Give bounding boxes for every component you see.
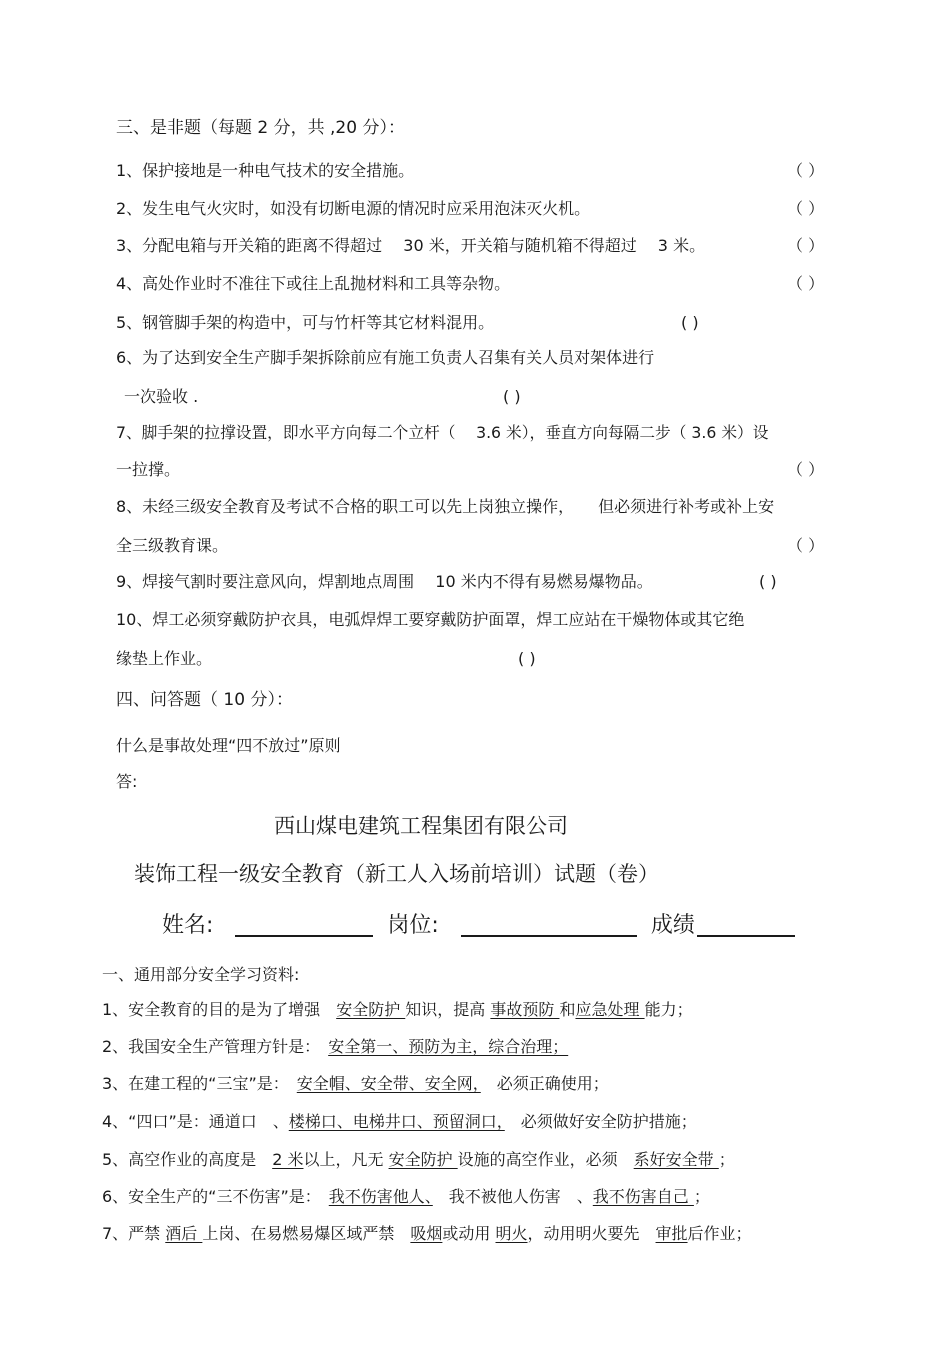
question-10-line-1: 10、焊工必须穿戴防护衣具，电弧焊焊工要穿戴防护面罩，焊工应站在干燥物体或其它绝 (116, 610, 745, 629)
answer-paren-5[interactable]: ( ) (681, 313, 699, 332)
question-4: 4、高处作业时不准往下或往上乱抛材料和工具等杂物。 (116, 274, 511, 293)
answer-paren-9[interactable]: ( ) (759, 572, 777, 591)
post-label: 岗位: (387, 913, 439, 938)
answer-paren-2[interactable]: （ ） (787, 199, 825, 218)
company-name: 西山煤电建筑工程集团有限公司 (274, 814, 568, 838)
question-5: 5、钢管脚手架的构造中，可与竹杆等其它材料混用。 (116, 313, 495, 332)
section-4-title: 四、问答题（ 10 分）： (116, 690, 293, 710)
question-1: 1、保护接地是一种电气技术的安全措施。 (116, 161, 415, 180)
blank-answer: 酒后 (165, 1224, 203, 1243)
answer-label: 答: (116, 772, 138, 791)
blank-answer: 明火 (495, 1224, 528, 1243)
answer-paren-1[interactable]: （ ） (787, 161, 825, 180)
exam-title: 装饰工程一级安全教育（新工人入场前培训）试题（卷） (134, 862, 659, 886)
post-field[interactable] (461, 915, 637, 937)
blank-answer: 安全帽、安全带、安全网， (296, 1074, 481, 1093)
question-2: 2、发生电气火灾时，如没有切断电源的情况时应采用泡沫灭火机。 (116, 199, 591, 218)
question-7-line-2: 一拉撑。 (116, 460, 181, 479)
answer-paren-7[interactable]: （ ） (787, 460, 825, 479)
answer-paren-6[interactable]: ( ) (503, 387, 521, 406)
candidate-info-row (162, 911, 809, 941)
question-9: 9、焊接气割时要注意风向，焊割地点周围 10 米内不得有易燃易爆物品。 (116, 572, 653, 591)
question-8-line-2: 全三级教育课。 (116, 536, 229, 555)
blank-answer: 应急处理 (575, 1000, 645, 1019)
blank-answer: 审批 (655, 1224, 688, 1243)
section-3-title: 三、是非题（每题 2 分，共 ,20 分）： (116, 118, 405, 138)
question-10-line-2: 缘垫上作业。 (116, 649, 213, 668)
item-4: 4、“四口”是：通道口 、楼梯口、电梯井口、预留洞口， 必须做好安全防护措施； (102, 1112, 697, 1131)
score-field[interactable] (697, 915, 795, 937)
blank-answer: 安全防护 (336, 1000, 406, 1019)
blank-answer: 事故预防 (490, 1000, 560, 1019)
answer-paren-8[interactable]: （ ） (787, 536, 825, 555)
blank-answer: 楼梯口、电梯井口、预留洞口， (288, 1112, 505, 1131)
score-label: 成绩 (650, 913, 695, 938)
question-3: 3、分配电箱与开关箱的距离不得超过 30 米，开关箱与随机箱不得超过 3 米。 (116, 236, 706, 255)
answer-paren-3[interactable]: （ ） (787, 236, 825, 255)
blank-answer: 系好安全带 (633, 1150, 719, 1169)
question-8-line-1: 8、未经三级安全教育及考试不合格的职工可以先上岗独立操作， 但必须进行补考或补上安 (116, 497, 775, 516)
item-7: 7、严禁 酒后 上岗、在易燃易爆区域严禁 吸烟或动用 明火，动用明火要先 审批后作业； (102, 1224, 752, 1243)
item-3: 3、在建工程的“三宝”是： 安全帽、安全带、安全网， 必须正确使用； (102, 1074, 609, 1093)
item-5: 5、高空作业的高度是 2 米以上，凡无 安全防护 设施的高空作业，必须 系好安全带 ； (102, 1150, 735, 1169)
blank-answer: 我不伤害自己 (592, 1187, 694, 1206)
name-label: 姓名: (162, 913, 214, 938)
item-6: 6、安全生产的“三不伤害”是： 我不伤害他人、 我不被他人伤害 、我不伤害自己 ； (102, 1187, 710, 1206)
question-7-line-1: 7、脚手架的拉撑设置，即水平方向每二个立杆（ 3.6 米），垂直方向每隔二步（ 3.6 米）设 (116, 423, 769, 442)
item-1: 1、安全教育的目的是为了增强 安全防护 知识，提高 事故预防 和应急处理 能力； (102, 1000, 693, 1019)
blank-answer: 我不伤害他人、 (328, 1187, 433, 1206)
blank-answer: 安全第一、预防为主，综合治理； (328, 1037, 569, 1056)
name-field[interactable] (235, 915, 373, 937)
essay-question: 什么是事故处理“四不放过”原则 (116, 736, 341, 755)
item-2: 2、我国安全生产管理方针是： 安全第一、预防为主，综合治理； (102, 1037, 569, 1056)
blank-answer: 安全防护 (388, 1150, 458, 1169)
answer-paren-4[interactable]: （ ） (787, 274, 825, 293)
blank-answer: 吸烟 (410, 1224, 443, 1243)
answer-paren-10[interactable]: ( ) (518, 649, 536, 668)
question-6-line-1: 6、为了达到安全生产脚手架拆除前应有施工负责人召集有关人员对架体进行 (116, 348, 655, 367)
blank-answer: 2 米 (272, 1150, 304, 1169)
question-6-line-2: 一次验收 . (124, 387, 199, 406)
section-1-title: 一、通用部分安全学习资料: (102, 965, 300, 984)
